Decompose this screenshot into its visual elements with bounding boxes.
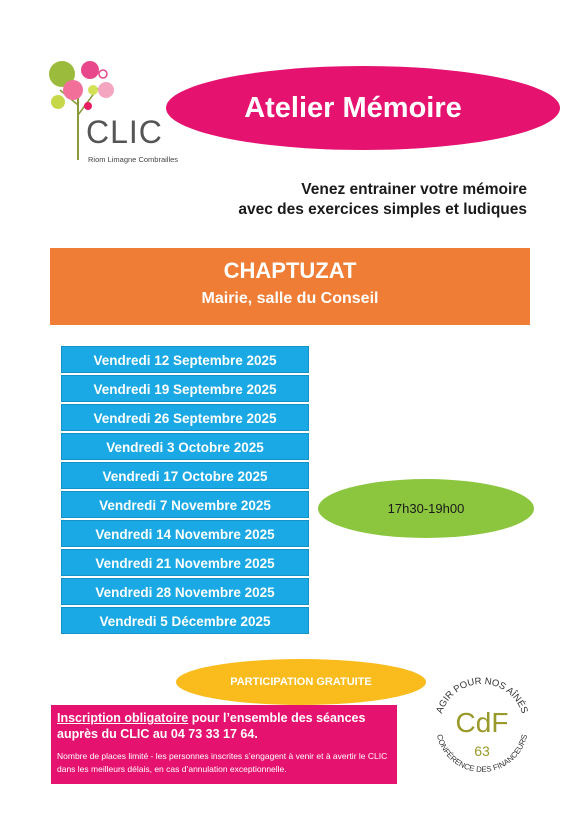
date-item: Vendredi 14 Novembre 2025 — [61, 520, 309, 547]
dates-list — [61, 346, 309, 636]
cdf-arc-bottom: CONFÉRENCE DES FINANCEURS — [434, 733, 530, 775]
registration-required-label: Inscription obligatoire — [57, 711, 189, 725]
location-place: Mairie, salle du Conseil — [201, 290, 379, 307]
date-item: Vendredi 19 Septembre 2025 — [61, 375, 309, 402]
date-item: Vendredi 17 Octobre 2025 — [61, 462, 309, 489]
cdf-logo — [424, 668, 540, 784]
title-banner — [166, 66, 560, 150]
date-item: Vendredi 3 Octobre 2025 — [61, 433, 309, 460]
registration-phone: auprès du CLIC au 04 73 33 17 64. — [57, 727, 258, 741]
time-text: 17h30-19h00 — [387, 501, 465, 516]
registration-scope: pour l’ensemble des séances — [188, 711, 366, 725]
intro-line-2: avec des exercices simples et ludiques — [238, 201, 527, 218]
page-title: Atelier Mémoire — [244, 91, 462, 124]
date-item: Vendredi 21 Novembre 2025 — [61, 549, 309, 576]
date-item: Vendredi 12 Septembre 2025 — [61, 346, 309, 373]
location-box — [50, 248, 530, 325]
cdf-number: 63 — [474, 743, 490, 759]
date-item: Vendredi 7 Novembre 2025 — [61, 491, 309, 518]
registration-info-box — [51, 705, 397, 784]
date-item: Vendredi 28 Novembre 2025 — [61, 578, 309, 605]
intro-line-1: Venez entrainer votre mémoire — [301, 181, 527, 198]
cdf-seal-icon — [424, 668, 540, 784]
clic-subtitle: Riom Limagne Combrailles — [88, 155, 179, 164]
registration-text — [57, 710, 391, 742]
clic-logo — [48, 60, 178, 170]
clic-name: CLIC — [86, 114, 163, 150]
cdf-letters: CdF — [455, 707, 509, 738]
cdf-arc-top: AGIR POUR NOS AÎNÉS — [434, 675, 530, 715]
time-badge — [318, 479, 534, 538]
location-city: CHAPTUZAT — [223, 258, 357, 283]
participation-badge — [176, 659, 426, 705]
intro-text — [238, 180, 527, 220]
date-item: Vendredi 26 Septembre 2025 — [61, 404, 309, 431]
registration-note: Nombre de places limité - les personnes inscrites s’engagent à venir et à avertir le CLIC dans les meilleurs délais, en cas d’annulation exceptionnelle. — [57, 751, 388, 774]
participation-text: PARTICIPATION GRATUITE — [230, 676, 372, 688]
date-item: Vendredi 5 Décembre 2025 — [61, 607, 309, 634]
